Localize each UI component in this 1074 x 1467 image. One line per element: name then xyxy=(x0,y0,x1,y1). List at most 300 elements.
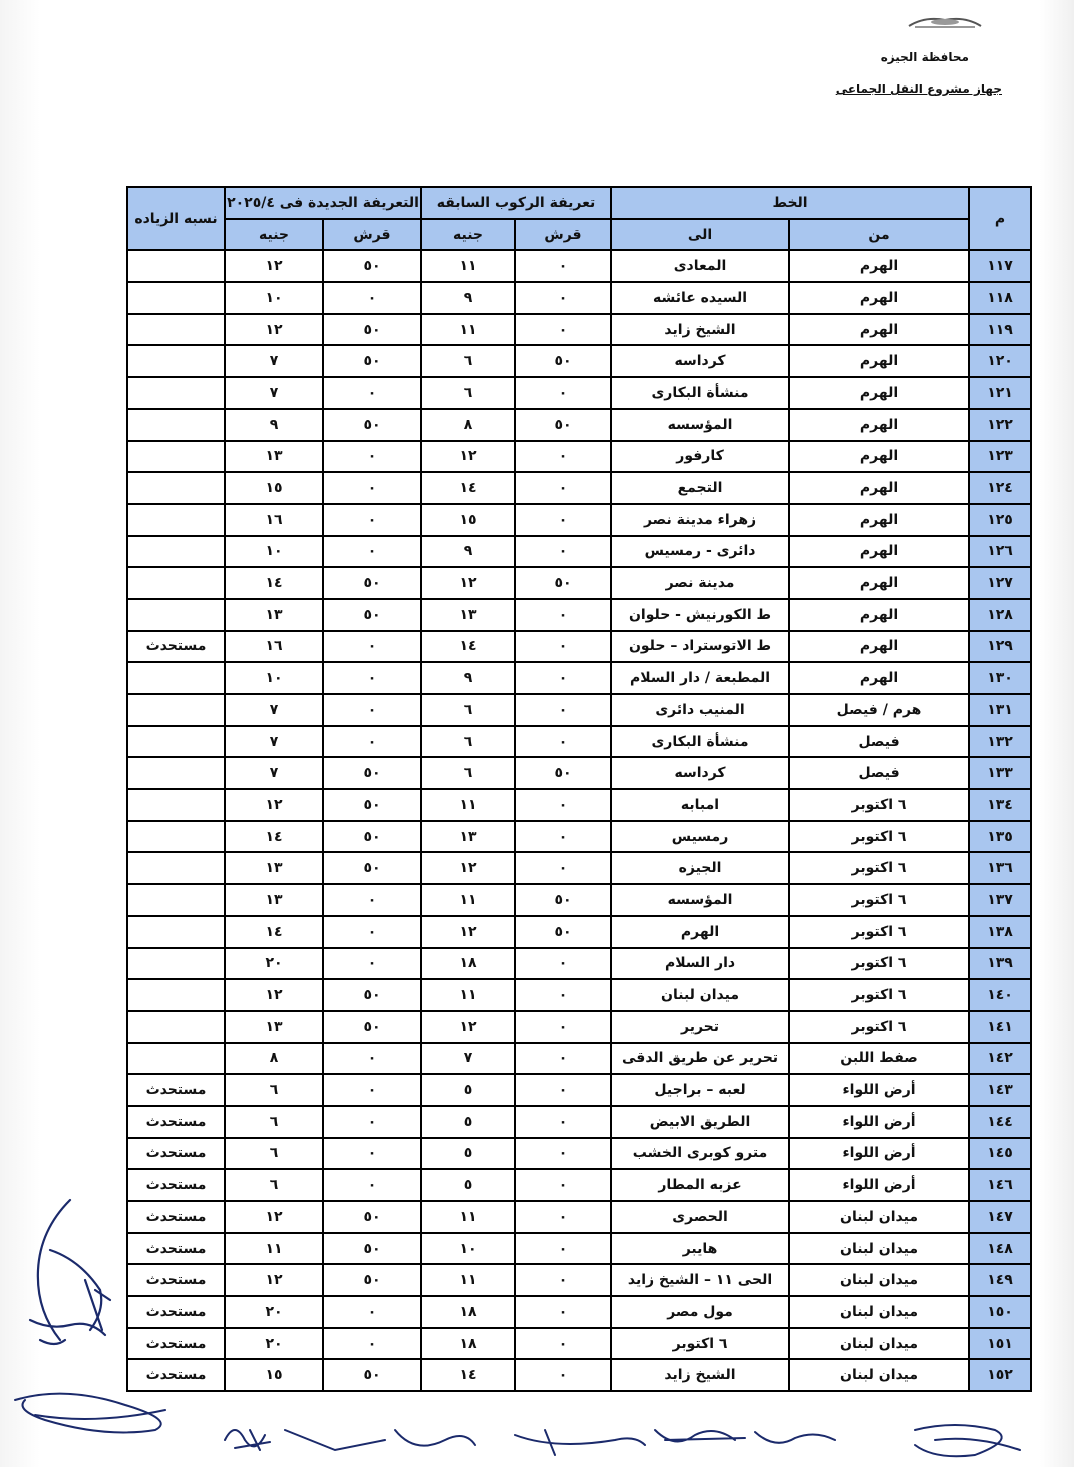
new-fare-piaster: ٠ xyxy=(323,1328,421,1360)
row-number: ١٣٦ xyxy=(969,852,1031,884)
line-from: ٦ اكتوبر xyxy=(789,852,969,884)
line-to: المنيب دائرى xyxy=(611,694,789,726)
new-fare-piaster: ٠ xyxy=(323,1074,421,1106)
line-to: تحرير عن طريق الدقى xyxy=(611,1043,789,1075)
old-fare-piaster: ٥٠ xyxy=(515,409,611,441)
old-fare-pound: ١١ xyxy=(421,979,515,1011)
line-from: ميدان لبنان xyxy=(789,1296,969,1328)
old-fare-piaster: ٥٠ xyxy=(515,757,611,789)
header-to: الى xyxy=(611,219,789,251)
row-number: ١٤٢ xyxy=(969,1043,1031,1075)
old-fare-pound: ٦ xyxy=(421,726,515,758)
old-fare-pound: ٥ xyxy=(421,1106,515,1138)
new-fare-piaster: ٠ xyxy=(323,536,421,568)
line-to: المؤسسه xyxy=(611,409,789,441)
increase-note: مستحدث xyxy=(127,1328,225,1360)
row-number: ١٣٥ xyxy=(969,821,1031,853)
old-fare-pound: ٩ xyxy=(421,536,515,568)
new-fare-piaster: ٠ xyxy=(323,1169,421,1201)
table-row xyxy=(127,345,1031,377)
line-to: تحرير xyxy=(611,1011,789,1043)
line-from: ٦ اكتوبر xyxy=(789,1011,969,1043)
new-fare-piaster: ٠ xyxy=(323,726,421,758)
line-to: منشأة البكارى xyxy=(611,377,789,409)
row-number: ١٣٧ xyxy=(969,884,1031,916)
line-to: الحى ١١ – الشيخ زايد xyxy=(611,1264,789,1296)
table-row xyxy=(127,472,1031,504)
increase-note: مستحدث xyxy=(127,1169,225,1201)
header-old-pound: جنيه xyxy=(421,219,515,251)
new-fare-piaster: ٥٠ xyxy=(323,852,421,884)
row-number: ١٢٢ xyxy=(969,409,1031,441)
new-fare-piaster: ٠ xyxy=(323,884,421,916)
new-fare-pound: ٧ xyxy=(225,694,323,726)
line-to: ط الاتوستراد – حلون xyxy=(611,631,789,663)
line-to: ٦ اكتوبر xyxy=(611,1328,789,1360)
old-fare-piaster: ٠ xyxy=(515,1359,611,1391)
table-row xyxy=(127,948,1031,980)
line-from: ٦ اكتوبر xyxy=(789,916,969,948)
row-number: ١٤٨ xyxy=(969,1233,1031,1265)
line-to: كرداسه xyxy=(611,757,789,789)
row-number: ١١٩ xyxy=(969,314,1031,346)
table-row xyxy=(127,1201,1031,1233)
new-fare-pound: ١٢ xyxy=(225,1264,323,1296)
line-from: ميدان لبنان xyxy=(789,1233,969,1265)
old-fare-pound: ١١ xyxy=(421,1264,515,1296)
new-fare-piaster: ٠ xyxy=(323,1043,421,1075)
new-fare-pound: ٨ xyxy=(225,1043,323,1075)
old-fare-pound: ٥ xyxy=(421,1138,515,1170)
increase-note xyxy=(127,979,225,1011)
new-fare-piaster: ٠ xyxy=(323,948,421,980)
old-fare-piaster: ٠ xyxy=(515,789,611,821)
new-fare-pound: ٩ xyxy=(225,409,323,441)
old-fare-pound: ١٤ xyxy=(421,631,515,663)
line-from: ميدان لبنان xyxy=(789,1264,969,1296)
row-number: ١٤١ xyxy=(969,1011,1031,1043)
row-number: ١١٧ xyxy=(969,250,1031,282)
line-from: صفط اللبن xyxy=(789,1043,969,1075)
increase-note xyxy=(127,821,225,853)
line-from: الهرم xyxy=(789,504,969,536)
increase-note xyxy=(127,948,225,980)
line-from: الهرم xyxy=(789,314,969,346)
old-fare-pound: ١٤ xyxy=(421,472,515,504)
new-fare-pound: ٢٠ xyxy=(225,1296,323,1328)
table-row xyxy=(127,1074,1031,1106)
row-number: ١٤٤ xyxy=(969,1106,1031,1138)
table-row xyxy=(127,314,1031,346)
old-fare-piaster: ٠ xyxy=(515,694,611,726)
line-to: كارفور xyxy=(611,441,789,473)
line-from: الهرم xyxy=(789,409,969,441)
table-row xyxy=(127,1138,1031,1170)
new-fare-pound: ١٤ xyxy=(225,916,323,948)
table-row xyxy=(127,979,1031,1011)
old-fare-piaster: ٠ xyxy=(515,472,611,504)
increase-note: مستحدث xyxy=(127,1233,225,1265)
increase-note xyxy=(127,536,225,568)
old-fare-pound: ١٥ xyxy=(421,504,515,536)
increase-note xyxy=(127,1011,225,1043)
old-fare-piaster: ٠ xyxy=(515,314,611,346)
row-number: ١٥١ xyxy=(969,1328,1031,1360)
fare-table xyxy=(126,186,1032,1392)
increase-note xyxy=(127,694,225,726)
new-fare-piaster: ٠ xyxy=(323,631,421,663)
row-number: ١٤٦ xyxy=(969,1169,1031,1201)
line-to: عزبه المطار xyxy=(611,1169,789,1201)
new-fare-pound: ٧ xyxy=(225,377,323,409)
new-fare-pound: ٦ xyxy=(225,1074,323,1106)
new-fare-piaster: ٠ xyxy=(323,916,421,948)
line-from: الهرم xyxy=(789,377,969,409)
new-fare-pound: ٦ xyxy=(225,1169,323,1201)
row-number: ١٤٣ xyxy=(969,1074,1031,1106)
increase-note: مستحدث xyxy=(127,1201,225,1233)
line-from: فيصل xyxy=(789,726,969,758)
old-fare-piaster: ٠ xyxy=(515,726,611,758)
row-number: ١٤٠ xyxy=(969,979,1031,1011)
line-from: ٦ اكتوبر xyxy=(789,821,969,853)
old-fare-pound: ١٤ xyxy=(421,1359,515,1391)
row-number: ١٥٢ xyxy=(969,1359,1031,1391)
new-fare-piaster: ٠ xyxy=(323,694,421,726)
table-row xyxy=(127,1264,1031,1296)
old-fare-pound: ٩ xyxy=(421,662,515,694)
new-fare-pound: ١٢ xyxy=(225,1201,323,1233)
new-fare-piaster: ٠ xyxy=(323,441,421,473)
new-fare-pound: ١١ xyxy=(225,1233,323,1265)
new-fare-piaster: ٥٠ xyxy=(323,599,421,631)
increase-note: مستحدث xyxy=(127,1296,225,1328)
old-fare-pound: ٥ xyxy=(421,1169,515,1201)
table-row xyxy=(127,726,1031,758)
line-from: ٦ اكتوبر xyxy=(789,979,969,1011)
old-fare-pound: ١٣ xyxy=(421,599,515,631)
old-fare-pound: ١٢ xyxy=(421,852,515,884)
old-fare-pound: ١٨ xyxy=(421,948,515,980)
row-number: ١٢٠ xyxy=(969,345,1031,377)
table-row xyxy=(127,441,1031,473)
old-fare-piaster: ٠ xyxy=(515,979,611,1011)
line-to: دار السلام xyxy=(611,948,789,980)
increase-note xyxy=(127,884,225,916)
old-fare-piaster: ٠ xyxy=(515,377,611,409)
row-number: ١٣٩ xyxy=(969,948,1031,980)
increase-note xyxy=(127,409,225,441)
row-number: ١٢٥ xyxy=(969,504,1031,536)
table-row xyxy=(127,504,1031,536)
increase-note xyxy=(127,441,225,473)
line-to: الجيزه xyxy=(611,852,789,884)
old-fare-pound: ٥ xyxy=(421,1074,515,1106)
new-fare-pound: ٧ xyxy=(225,345,323,377)
new-fare-piaster: ٠ xyxy=(323,377,421,409)
old-fare-pound: ١٢ xyxy=(421,441,515,473)
table-row xyxy=(127,599,1031,631)
increase-note xyxy=(127,852,225,884)
new-fare-piaster: ٥٠ xyxy=(323,1201,421,1233)
line-to: التجمع xyxy=(611,472,789,504)
new-fare-pound: ٧ xyxy=(225,757,323,789)
old-fare-pound: ١٢ xyxy=(421,1011,515,1043)
old-fare-piaster: ٠ xyxy=(515,948,611,980)
new-fare-pound: ١٢ xyxy=(225,979,323,1011)
increase-note xyxy=(127,789,225,821)
table-row xyxy=(127,250,1031,282)
old-fare-piaster: ٠ xyxy=(515,1169,611,1201)
table-row xyxy=(127,1328,1031,1360)
increase-note xyxy=(127,345,225,377)
increase-note: مستحدث xyxy=(127,1106,225,1138)
new-fare-piaster: ٠ xyxy=(323,1106,421,1138)
old-fare-piaster: ٥٠ xyxy=(515,567,611,599)
old-fare-pound: ٨ xyxy=(421,409,515,441)
header-old-piaster: قرش xyxy=(515,219,611,251)
new-fare-pound: ١٠ xyxy=(225,536,323,568)
row-number: ١٢١ xyxy=(969,377,1031,409)
line-to: السيده عائشه xyxy=(611,282,789,314)
table-row xyxy=(127,282,1031,314)
increase-note xyxy=(127,504,225,536)
new-fare-piaster: ٥٠ xyxy=(323,1359,421,1391)
new-fare-pound: ١٣ xyxy=(225,599,323,631)
row-number: ١٣٨ xyxy=(969,916,1031,948)
header-new-fare: التعريفة الجديدة فى ٢٠٢٥/٤ xyxy=(225,187,421,219)
line-to: المعادى xyxy=(611,250,789,282)
line-from: أرض اللواء xyxy=(789,1074,969,1106)
increase-note xyxy=(127,282,225,314)
line-to: امبابه xyxy=(611,789,789,821)
new-fare-pound: ١٥ xyxy=(225,472,323,504)
new-fare-piaster: ٥٠ xyxy=(323,250,421,282)
old-fare-pound: ٧ xyxy=(421,1043,515,1075)
new-fare-pound: ٦ xyxy=(225,1138,323,1170)
row-number: ١٢٣ xyxy=(969,441,1031,473)
line-from: هرم / فيصل xyxy=(789,694,969,726)
line-to: الهرم xyxy=(611,916,789,948)
row-number: ١٤٧ xyxy=(969,1201,1031,1233)
new-fare-piaster: ٥٠ xyxy=(323,789,421,821)
line-from: أرض اللواء xyxy=(789,1106,969,1138)
table-row xyxy=(127,821,1031,853)
new-fare-pound: ١٣ xyxy=(225,884,323,916)
new-fare-pound: ٦ xyxy=(225,1106,323,1138)
row-number: ١٣٤ xyxy=(969,789,1031,821)
line-to: المؤسسه xyxy=(611,884,789,916)
table-row xyxy=(127,884,1031,916)
new-fare-pound: ١٠ xyxy=(225,662,323,694)
old-fare-pound: ١٢ xyxy=(421,916,515,948)
increase-note xyxy=(127,599,225,631)
line-from: ميدان لبنان xyxy=(789,1328,969,1360)
increase-note xyxy=(127,726,225,758)
line-from: أرض اللواء xyxy=(789,1169,969,1201)
line-to: الطريق الابيض xyxy=(611,1106,789,1138)
new-fare-pound: ١٢ xyxy=(225,789,323,821)
increase-note xyxy=(127,1043,225,1075)
new-fare-pound: ١٦ xyxy=(225,504,323,536)
line-from: ٦ اكتوبر xyxy=(789,948,969,980)
increase-note xyxy=(127,250,225,282)
new-fare-pound: ١٤ xyxy=(225,821,323,853)
new-fare-pound: ١٣ xyxy=(225,441,323,473)
row-number: ١٣٣ xyxy=(969,757,1031,789)
new-fare-piaster: ٠ xyxy=(323,1138,421,1170)
new-fare-piaster: ٠ xyxy=(323,1296,421,1328)
row-number: ١٤٥ xyxy=(969,1138,1031,1170)
table-row xyxy=(127,1169,1031,1201)
increase-note: مستحدث xyxy=(127,1074,225,1106)
old-fare-piaster: ٠ xyxy=(515,536,611,568)
row-number: ١٣١ xyxy=(969,694,1031,726)
header-increase: نسبه الزياده xyxy=(127,187,225,250)
new-fare-piaster: ٠ xyxy=(323,282,421,314)
table-row xyxy=(127,409,1031,441)
table-row xyxy=(127,567,1031,599)
table-row xyxy=(127,852,1031,884)
increase-note xyxy=(127,472,225,504)
line-from: فيصل xyxy=(789,757,969,789)
old-fare-piaster: ٠ xyxy=(515,662,611,694)
table-row xyxy=(127,377,1031,409)
new-fare-pound: ١٢ xyxy=(225,250,323,282)
old-fare-piaster: ٠ xyxy=(515,1106,611,1138)
new-fare-piaster: ٥٠ xyxy=(323,1011,421,1043)
new-fare-pound: ٢٠ xyxy=(225,948,323,980)
line-from: الهرم xyxy=(789,599,969,631)
new-fare-pound: ١٦ xyxy=(225,631,323,663)
old-fare-pound: ١١ xyxy=(421,314,515,346)
old-fare-pound: ١٠ xyxy=(421,1233,515,1265)
table-row xyxy=(127,1233,1031,1265)
increase-note: مستحدث xyxy=(127,1138,225,1170)
old-fare-piaster: ٠ xyxy=(515,1233,611,1265)
old-fare-pound: ١٣ xyxy=(421,821,515,853)
header-new-piaster: قرش xyxy=(323,219,421,251)
old-fare-piaster: ٠ xyxy=(515,599,611,631)
old-fare-piaster: ٥٠ xyxy=(515,884,611,916)
new-fare-piaster: ٥٠ xyxy=(323,314,421,346)
row-number: ١٢٦ xyxy=(969,536,1031,568)
table-row xyxy=(127,1296,1031,1328)
new-fare-piaster: ٠ xyxy=(323,472,421,504)
old-fare-pound: ١٨ xyxy=(421,1296,515,1328)
table-row xyxy=(127,662,1031,694)
new-fare-pound: ٢٠ xyxy=(225,1328,323,1360)
governorate-title: محافظة الجيزه xyxy=(880,50,969,64)
increase-note xyxy=(127,314,225,346)
old-fare-pound: ١٨ xyxy=(421,1328,515,1360)
old-fare-piaster: ٠ xyxy=(515,282,611,314)
new-fare-piaster: ٥٠ xyxy=(323,1233,421,1265)
row-number: ١٢٧ xyxy=(969,567,1031,599)
old-fare-piaster: ٠ xyxy=(515,441,611,473)
line-to: كرداسه xyxy=(611,345,789,377)
increase-note xyxy=(127,662,225,694)
line-from: أرض اللواء xyxy=(789,1138,969,1170)
table-row xyxy=(127,694,1031,726)
table-row xyxy=(127,1043,1031,1075)
line-from: الهرم xyxy=(789,441,969,473)
line-to: الشيخ زايد xyxy=(611,314,789,346)
line-to: الشيخ زايد xyxy=(611,1359,789,1391)
line-to: المطبعة / دار السلام xyxy=(611,662,789,694)
line-from: الهرم xyxy=(789,250,969,282)
line-from: ٦ اكتوبر xyxy=(789,884,969,916)
header-from: من xyxy=(789,219,969,251)
header-number: م xyxy=(969,187,1031,250)
old-fare-pound: ٩ xyxy=(421,282,515,314)
line-to: مول مصر xyxy=(611,1296,789,1328)
row-number: ١٣٢ xyxy=(969,726,1031,758)
line-to: منشأة البكارى xyxy=(611,726,789,758)
line-from: الهرم xyxy=(789,536,969,568)
new-fare-pound: ١٣ xyxy=(225,1011,323,1043)
new-fare-pound: ١٢ xyxy=(225,314,323,346)
old-fare-piaster: ٠ xyxy=(515,1043,611,1075)
line-from: الهرم xyxy=(789,662,969,694)
agency-title: جهاز مشروع النقل الجماعى xyxy=(835,82,1002,96)
line-from: الهرم xyxy=(789,472,969,504)
old-fare-pound: ١١ xyxy=(421,250,515,282)
old-fare-piaster: ٥٠ xyxy=(515,345,611,377)
old-fare-piaster: ٠ xyxy=(515,1296,611,1328)
table-row xyxy=(127,1359,1031,1391)
line-from: الهرم xyxy=(789,567,969,599)
old-fare-piaster: ٠ xyxy=(515,1074,611,1106)
table-row xyxy=(127,916,1031,948)
increase-note: مستحدث xyxy=(127,1359,225,1391)
new-fare-pound: ١٣ xyxy=(225,852,323,884)
old-fare-pound: ٦ xyxy=(421,377,515,409)
old-fare-pound: ٦ xyxy=(421,757,515,789)
old-fare-piaster: ٠ xyxy=(515,852,611,884)
fare-table-body xyxy=(127,250,1031,1391)
old-fare-pound: ١١ xyxy=(421,1201,515,1233)
new-fare-piaster: ٥٠ xyxy=(323,409,421,441)
new-fare-pound: ٧ xyxy=(225,726,323,758)
new-fare-piaster: ٥٠ xyxy=(323,821,421,853)
row-number: ١١٨ xyxy=(969,282,1031,314)
old-fare-piaster: ٠ xyxy=(515,1264,611,1296)
line-to: مدينة نصر xyxy=(611,567,789,599)
increase-note xyxy=(127,916,225,948)
line-to: دائرى - رمسيس xyxy=(611,536,789,568)
row-number: ١٢٤ xyxy=(969,472,1031,504)
row-number: ١٢٩ xyxy=(969,631,1031,663)
line-from: ٦ اكتوبر xyxy=(789,789,969,821)
table-row xyxy=(127,789,1031,821)
new-fare-piaster: ٠ xyxy=(323,504,421,536)
table-row xyxy=(127,1106,1031,1138)
new-fare-piaster: ٥٠ xyxy=(323,567,421,599)
old-fare-pound: ١١ xyxy=(421,789,515,821)
line-to: ط الكورنيش - حلوان xyxy=(611,599,789,631)
header-old-fare: تعريفة الركوب السابقه xyxy=(421,187,611,219)
old-fare-piaster: ٠ xyxy=(515,631,611,663)
old-fare-piaster: ٠ xyxy=(515,1138,611,1170)
line-to: رمسيس xyxy=(611,821,789,853)
new-fare-pound: ١٠ xyxy=(225,282,323,314)
new-fare-piaster: ٥٠ xyxy=(323,1264,421,1296)
row-number: ١٣٠ xyxy=(969,662,1031,694)
header-line: الخط xyxy=(611,187,969,219)
old-fare-piaster: ٥٠ xyxy=(515,916,611,948)
new-fare-pound: ١٥ xyxy=(225,1359,323,1391)
